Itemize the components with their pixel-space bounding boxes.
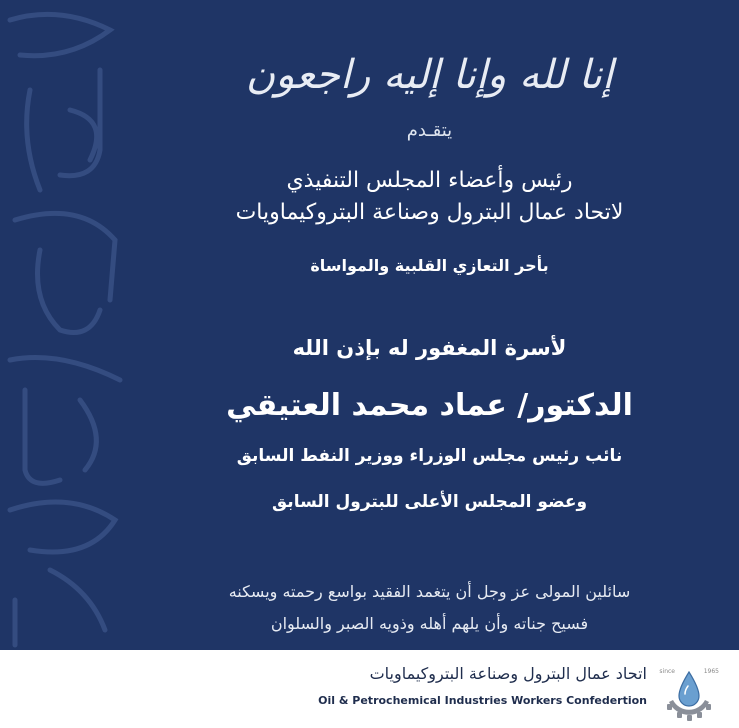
deceased-name: الدكتور/ عماد محمد العتيقي xyxy=(226,388,633,423)
footer-org-english: Oil & Petrochemical Industries Workers Confedertion xyxy=(318,694,647,707)
org-line-2: لاتحاد عمال البترول وصناعة البتروكيماويات xyxy=(235,200,624,225)
org-line-1: رئيس وأعضاء المجلس التنفيذي xyxy=(286,168,573,193)
footer xyxy=(0,650,739,728)
since-year: 1965 xyxy=(703,668,719,675)
role-line-2: وعضو المجلس الأعلى للبترول السابق xyxy=(271,492,588,512)
since-label: since xyxy=(659,668,675,675)
calligraphy-decoration xyxy=(0,0,130,650)
family-line: لأسرة المغفور له بإذن الله xyxy=(292,336,567,360)
footer-org-arabic: اتحاد عمال البترول وصناعة البتروكيماويات xyxy=(369,664,647,683)
offers-label: يتقـدم xyxy=(406,120,453,141)
prayer-line-1: سائلين المولى عز وجل أن يتغمد الفقيد بواسع رحمته ويسكنه xyxy=(228,582,631,601)
role-line-1: نائب رئيس مجلس الوزراء ووزير النفط السابق xyxy=(236,446,623,466)
prayer-line-2: فسيح جناته وأن يلهم أهله وذويه الصبر والسلوان xyxy=(270,614,589,633)
quran-verse: إنا لله وإنا إليه راجعون xyxy=(245,52,614,98)
condolence-line: بأحر التعازي القلبية والمواساة xyxy=(310,256,549,275)
